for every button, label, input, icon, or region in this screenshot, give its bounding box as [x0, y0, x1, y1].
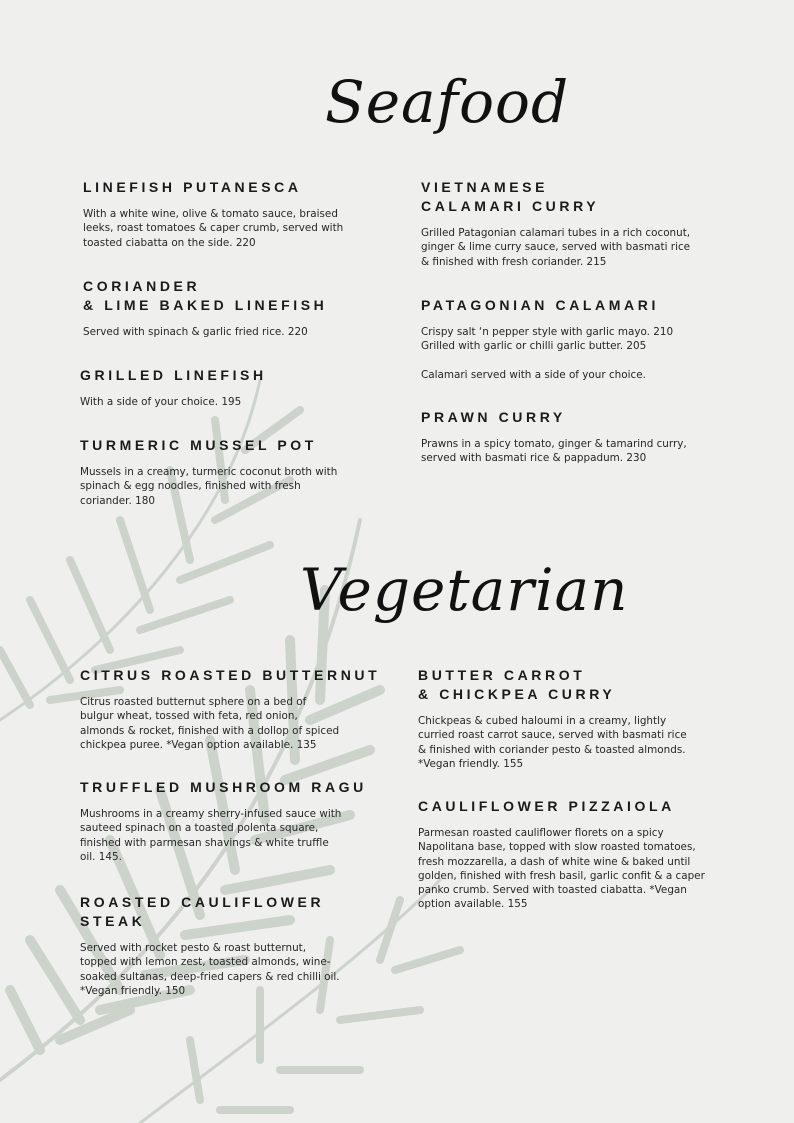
dish-note: Calamari served with a side of your choice.: [421, 368, 646, 381]
dish-description: Served with spinach & garlic fried rice. 220: [83, 326, 308, 338]
menu-item: [83, 178, 383, 250]
dish-name: BUTTER CARROT & CHICKPEA CURRY: [418, 667, 616, 702]
dish-description: With a side of your choice. 195: [80, 396, 242, 408]
menu-item: [421, 408, 741, 466]
dish-description: With a white wine, olive & tomato sauce, braised leeks, roast tomatoes & caper crumb, served with toasted ciabatta on the side. 220: [83, 208, 344, 249]
menu-item: [421, 178, 741, 269]
menu-item: [80, 666, 400, 752]
menu-item: [418, 797, 758, 912]
dish-name: TRUFFLED MUSHROOM RAGU: [80, 779, 367, 795]
seafood-section-title: Seafood: [325, 68, 570, 136]
dish-description: Prawns in a spicy tomato, ginger & tamarind curry, served with basmati rice & pappadum. 230: [421, 438, 687, 465]
dish-name: ROASTED CAULIFLOWER STEAK: [80, 894, 325, 929]
dish-name: CAULIFLOWER PIZZAIOLA: [418, 798, 675, 814]
dish-name: CITRUS ROASTED BUTTERNUT: [80, 667, 381, 683]
menu-item: [418, 666, 748, 771]
dish-description: Served with rocket pesto & roast butternut, topped with lemon zest, toasted almonds, wine- soaked sultanas, deep-fried capers & red chilli oil. *Vegan friendly. 150: [80, 942, 340, 997]
dish-description: Citrus roasted butternut sphere on a bed of bulgur wheat, tossed with feta, red onion, almonds & rocket, finished with a dollop of spiced chickpea puree. *Vegan option available. 135: [80, 696, 340, 751]
dish-name: GRILLED LINEFISH: [80, 367, 267, 383]
menu-item: [80, 893, 400, 998]
dish-name: TURMERIC MUSSEL POT: [80, 437, 317, 453]
dish-description: Mussels in a creamy, turmeric coconut broth with spinach & egg noodles, finished with fresh coriander. 180: [80, 466, 338, 507]
dish-name: PRAWN CURRY: [421, 409, 566, 425]
menu-item: [80, 778, 400, 864]
dish-name: CORIANDER & LIME BAKED LINEFISH: [83, 278, 328, 313]
dish-description: Grilled Patagonian calamari tubes in a rich coconut, ginger & lime curry sauce, served with basmati rice & finished with fresh coriander. 215: [421, 227, 691, 268]
menu-item: [421, 296, 741, 382]
menu-item: [80, 366, 380, 409]
dish-description: Parmesan roasted cauliflower florets on a spicy Napolitana base, topped with slow roasted tomatoes, fresh mozzarella, a dash of white wine & baked until golden, finished with fresh basil, garlic confit & a caper panko crumb. Served with toasted ciabatta. *Vegan option available. 155: [418, 827, 705, 911]
dish-name: VIETNAMESE CALAMARI CURRY: [421, 179, 600, 214]
dish-description: Chickpeas & cubed haloumi in a creamy, lightly curried roast carrot sauce, served with basmati rice & finished with coriander pesto & toasted almonds. *Vegan friendly. 155: [418, 715, 687, 770]
dish-name: PATAGONIAN CALAMARI: [421, 297, 659, 313]
menu-item: [83, 277, 383, 339]
dish-description: Crispy salt ‘n pepper style with garlic mayo. 210 Grilled with garlic or chilli garlic butter. 205: [421, 326, 674, 353]
vegetarian-section-title: Vegetarian: [300, 556, 629, 624]
dish-name: LINEFISH PUTANESCA: [83, 179, 302, 195]
menu-item: [80, 436, 380, 508]
dish-description: Mushrooms in a creamy sherry-infused sauce with sauteed spinach on a toasted polenta square, finished with parmesan shavings & white truffle oil. 145.: [80, 808, 342, 863]
